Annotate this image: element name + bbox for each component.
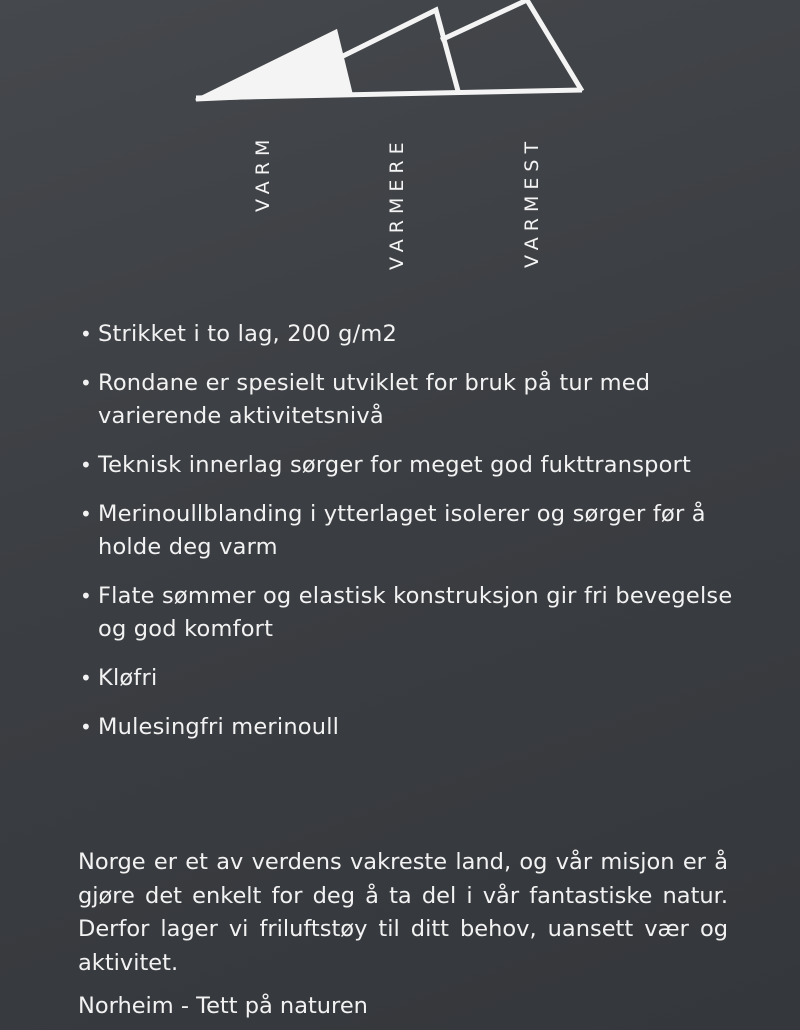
feature-item [78,498,758,564]
feature-text: Merinoullblanding i ytterlaget isolerer og sørger før å holde deg varm [98,501,706,560]
warmth-label-varmere: VARMERE [386,136,408,270]
feature-text: Flate sømmer og elastisk konstruksjon gir fri bevegelse og god komfort [98,583,733,642]
feature-item [78,449,758,482]
warmth-label-varm: VARM [252,133,274,212]
warmth-scale-graphic [0,0,800,110]
brand-signoff: Norheim - Tett på naturen [78,993,368,1019]
mission-statement: Norge er et av verdens vakreste land, og vår misjon er å gjøre det enkelt for deg å ta del i vår fantastiske natur. Derfor lager vi friluftstøy til ditt behov, uansett vær og aktivitet. [78,849,728,976]
bullet-icon: • [80,453,92,477]
warmth-level-varmere-outline [339,10,458,91]
feature-text: Mulesingfri merinoull [98,714,340,740]
warmth-label-varmest: VARMEST [521,135,543,268]
feature-list [78,318,758,760]
bullet-icon: • [80,666,92,690]
feature-text: Kløfri [98,665,158,691]
feature-item [78,318,758,351]
bullet-icon: • [80,371,92,395]
bullet-icon: • [80,502,92,526]
feature-item [78,662,758,695]
feature-item [78,367,758,433]
bullet-icon: • [80,715,92,739]
feature-item [78,711,758,744]
feature-text: Rondane er spesielt utviklet for bruk på tur med varierende aktivitetsnivå [98,370,651,429]
feature-item [78,580,758,646]
feature-text: Teknisk innerlag sørger for meget god fukttransport [98,452,692,478]
bullet-icon: • [80,322,92,346]
feature-text: Strikket i to lag, 200 g/m2 [98,321,398,347]
bullet-icon: • [80,584,92,608]
warmth-level-varmest-outline [441,0,582,91]
